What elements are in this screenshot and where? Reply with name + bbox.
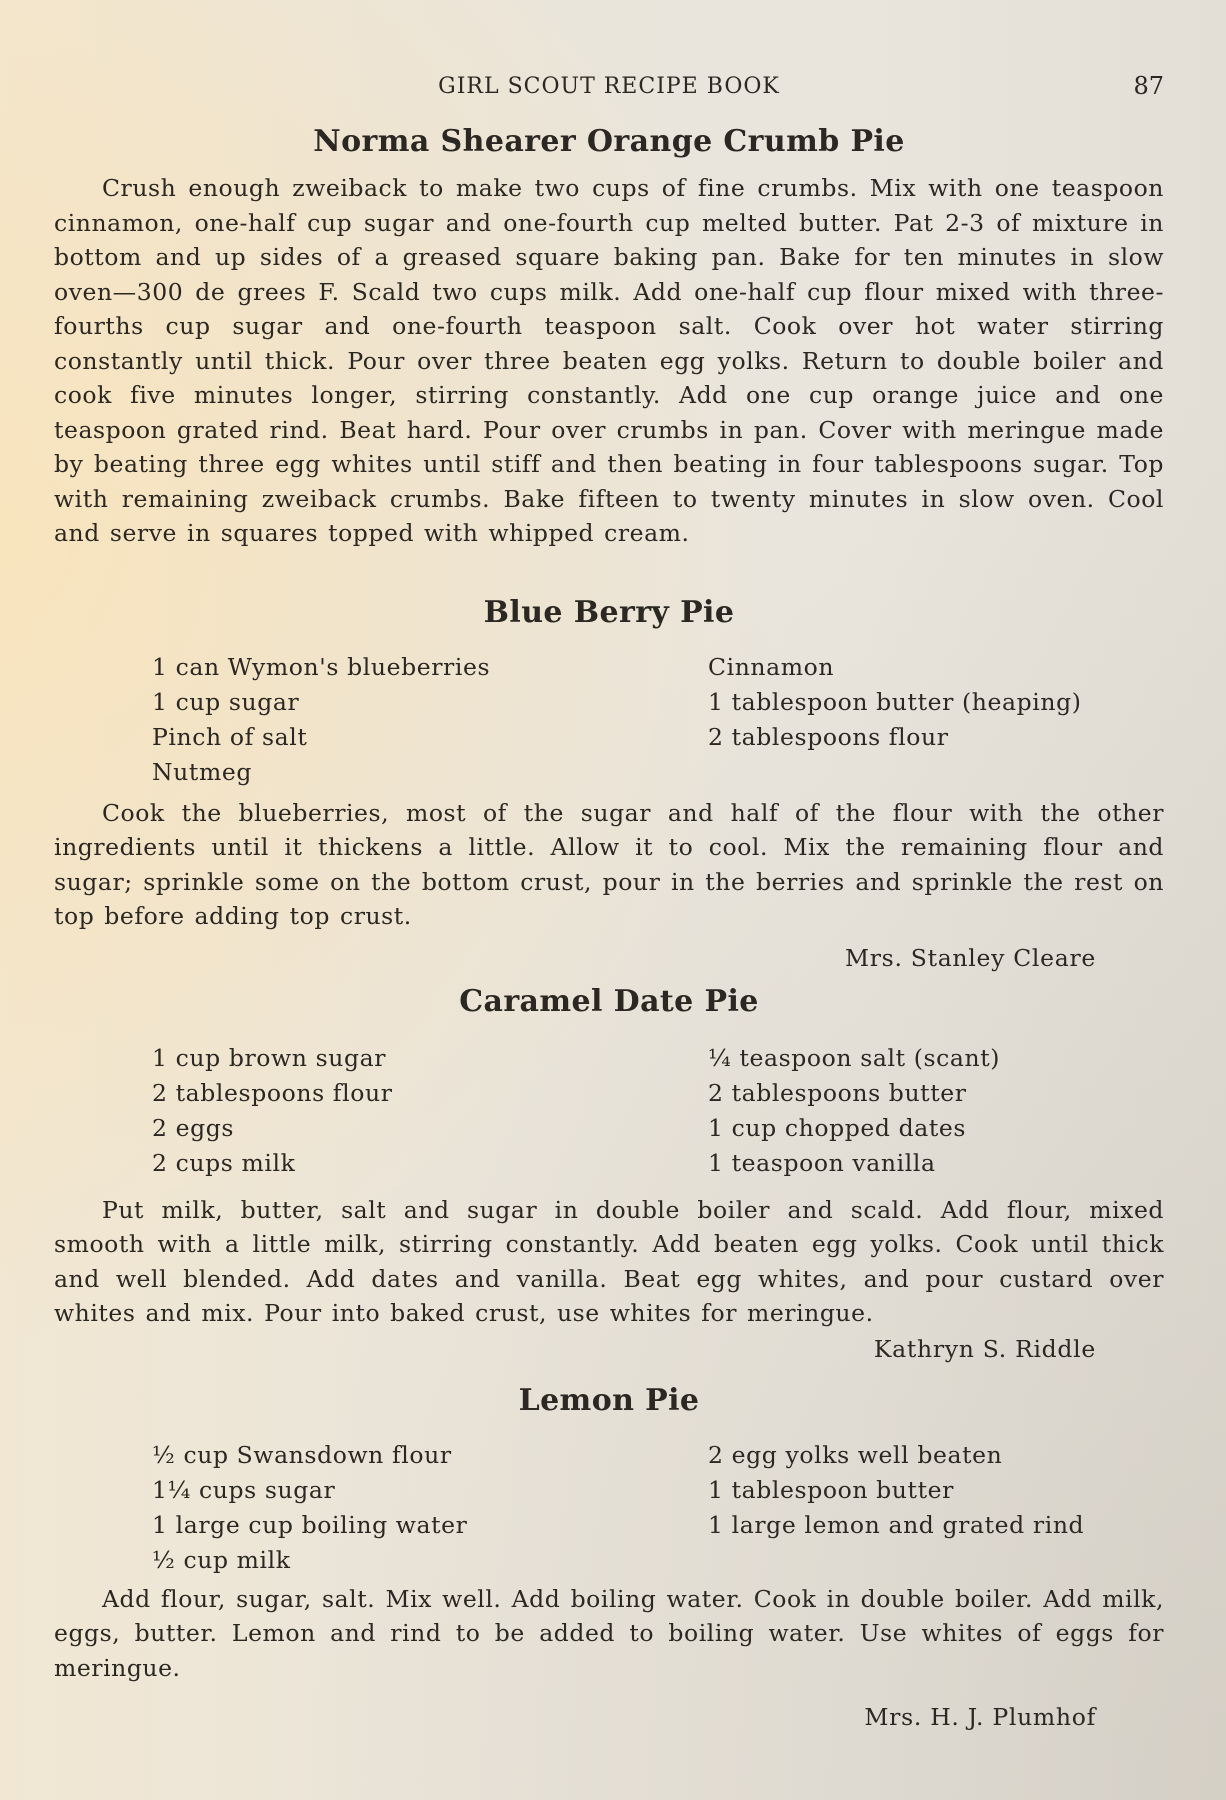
ingredient-item: Cinnamon xyxy=(708,652,835,681)
recipe-directions: Crush enough zweiback to make two cups of fine crumbs. Mix with one teaspoon cinnamon, one-half cup sugar and one-fourth cup melted butter. Pat 2-3 of mixture in bottom and up sides of a greased square baking pan. Bake for ten minutes in slow oven—300 de grees F. Scald two cups milk. Add one-half cup flour mixed with three-fourths cup sugar and one-fourth teaspoon salt. Cook over hot water stirring constantly until thick. Pour over three beaten egg yolks. Return to double boiler and cook five minutes longer, stirring constantly. Add one cup orange juice and one teaspoon grated rind. Beat hard. Pour over crumbs in pan. Cover with meringue made by beating three egg whites until stiff and then beating in four tablespoons sugar. Top with remaining zweiback crumbs. Bake fifteen to twenty minutes in slow oven. Cool and serve in squares topped with whipped cream. xyxy=(54,174,1164,547)
recipe-directions: Cook the blueberries, most of the sugar and half of the flour with the other ingredients until it thickens a little. Allow it to cool. Mix the remaining flour and sugar; sprinkle some on the bottom crust, pour in the berries and sprinkle the rest on top before adding top crust. xyxy=(54,798,1164,930)
running-header xyxy=(54,70,1164,106)
recipe-attribution: Kathryn S. Riddle xyxy=(873,1334,1096,1363)
ingredients-left-column xyxy=(152,1438,708,1578)
ingredient-item: 1 large cup boiling water xyxy=(152,1510,468,1539)
ingredient-item: 2 tablespoons flour xyxy=(152,1078,393,1107)
ingredient-item: 2 egg yolks well beaten xyxy=(708,1440,1003,1469)
recipe-caramel-date-pie xyxy=(54,984,1164,1363)
ingredient-item: 1 tablespoon butter (heaping) xyxy=(708,687,1082,716)
recipe-directions: Put milk, butter, salt and sugar in double boiler and scald. Add flour, mixed smooth with a little milk, stirring constantly. Add beaten egg yolks. Cook until thick and well blended. Add dates and vanilla. Beat egg whites, and pour custard over whites and mix. Pour into baked crust, use whites for meringue. xyxy=(54,1195,1164,1327)
recipe-directions: Add flour, sugar, salt. Mix well. Add boiling water. Cook in double boiler. Add milk, eggs, butter. Lemon and rind to be added to boiling water. Use whites of eggs for meringue. xyxy=(54,1584,1164,1682)
page-number: 87 xyxy=(1133,72,1164,100)
ingredient-item: 2 tablespoons butter xyxy=(708,1078,967,1107)
ingredients-right-column xyxy=(708,650,1128,790)
ingredient-item: 1 cup sugar xyxy=(152,687,300,716)
ingredient-item: 1 cup brown sugar xyxy=(152,1043,387,1072)
ingredient-item: 2 cups milk xyxy=(152,1148,296,1177)
ingredient-item: 1 cup chopped dates xyxy=(708,1113,967,1142)
recipe-title: Norma Shearer Orange Crumb Pie xyxy=(313,124,905,159)
ingredient-item: ½ cup milk xyxy=(152,1545,291,1574)
recipe-attribution: Mrs. Stanley Cleare xyxy=(844,943,1096,972)
ingredient-item: ½ cup Swansdown flour xyxy=(152,1440,452,1469)
ingredient-item: Pinch of salt xyxy=(152,722,308,751)
recipe-lemon-pie xyxy=(54,1383,1164,1732)
ingredients-right-column xyxy=(708,1438,1128,1578)
ingredients-list xyxy=(54,1041,1164,1181)
ingredient-item: 2 eggs xyxy=(152,1113,235,1142)
ingredient-item: 1 tablespoon butter xyxy=(708,1475,954,1504)
ingredient-item: 2 tablespoons flour xyxy=(708,722,949,751)
ingredients-list xyxy=(54,650,1164,790)
ingredient-item: 1 large lemon and grated rind xyxy=(708,1510,1085,1539)
recipe-title: Caramel Date Pie xyxy=(459,983,759,1019)
ingredient-item: Nutmeg xyxy=(152,757,252,786)
recipe-blue-berry-pie xyxy=(54,595,1164,972)
recipe-title: Blue Berry Pie xyxy=(483,594,735,630)
ingredients-right-column xyxy=(708,1041,1128,1181)
ingredient-item: 1 can Wymon's blueberries xyxy=(152,652,491,681)
ingredient-item: 1¼ cups sugar xyxy=(152,1475,336,1504)
book-title: GIRL SCOUT RECIPE BOOK xyxy=(438,74,780,99)
ingredients-left-column xyxy=(152,650,708,790)
ingredient-item: 1 teaspoon vanilla xyxy=(708,1148,936,1177)
ingredients-list xyxy=(54,1438,1164,1578)
recipe-title: Lemon Pie xyxy=(518,1382,700,1418)
ingredient-item: ¼ teaspoon salt (scant) xyxy=(708,1043,1001,1072)
ingredients-left-column xyxy=(152,1041,708,1181)
recipe-orange-crumb-pie xyxy=(54,124,1164,551)
recipe-attribution: Mrs. H. J. Plumhof xyxy=(864,1703,1096,1731)
